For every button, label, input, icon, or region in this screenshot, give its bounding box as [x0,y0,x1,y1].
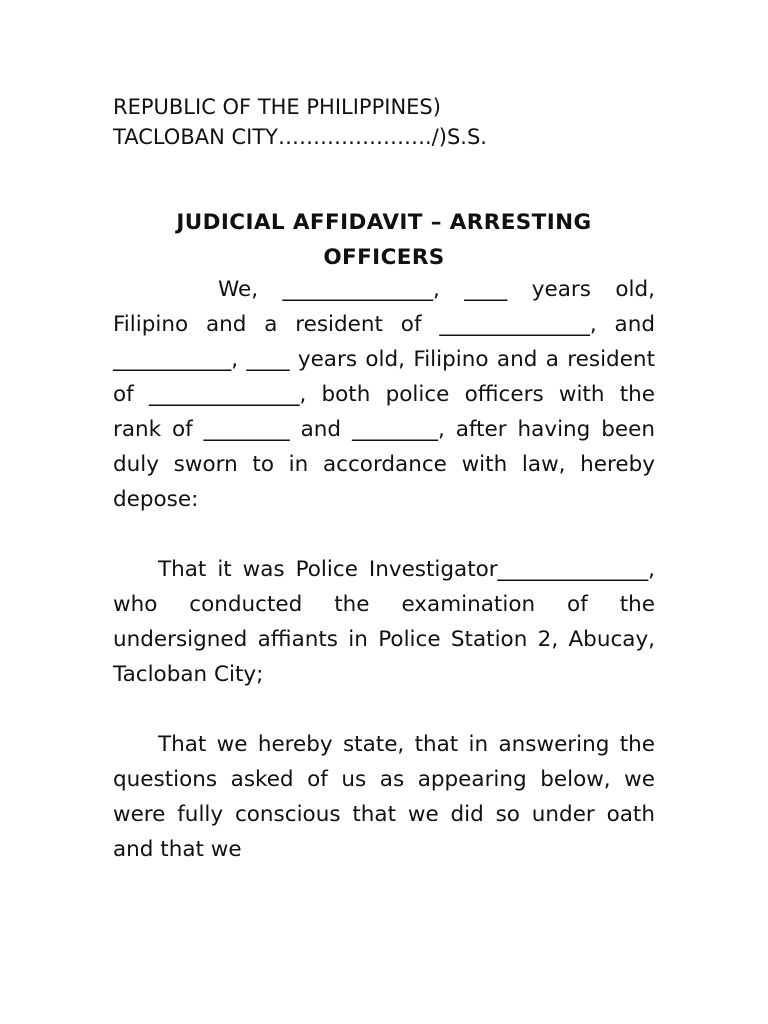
document-title: JUDICIAL AFFIDAVIT – ARRESTING OFFICERS [176,210,592,270]
header-line-city: TACLOBAN CITY…………………./)S.S. [113,125,487,149]
paragraph-affiants: We, ______________, ____ years old, Filipino and a resident of ______________, and ___________, ____ years old, Filipino and a resident of ______________, both police officers with the rank of ________ and ________, after having been duly sworn to in accordance with law, hereby depose: [113,277,655,512]
document-body [113,272,655,902]
header-line-republic: REPUBLIC OF THE PHILIPPINES) [113,95,441,119]
document-header [113,92,487,152]
paragraph-investigator: That it was Police Investigator______________, who conducted the examination of the undersigned affiants in Police Station 2, Abucay, Tacloban City; [113,557,655,687]
paragraph-statement: That we hereby state, that in answering the questions asked of us as appearing below, we were fully conscious that we did so under oath and that we [113,732,655,862]
